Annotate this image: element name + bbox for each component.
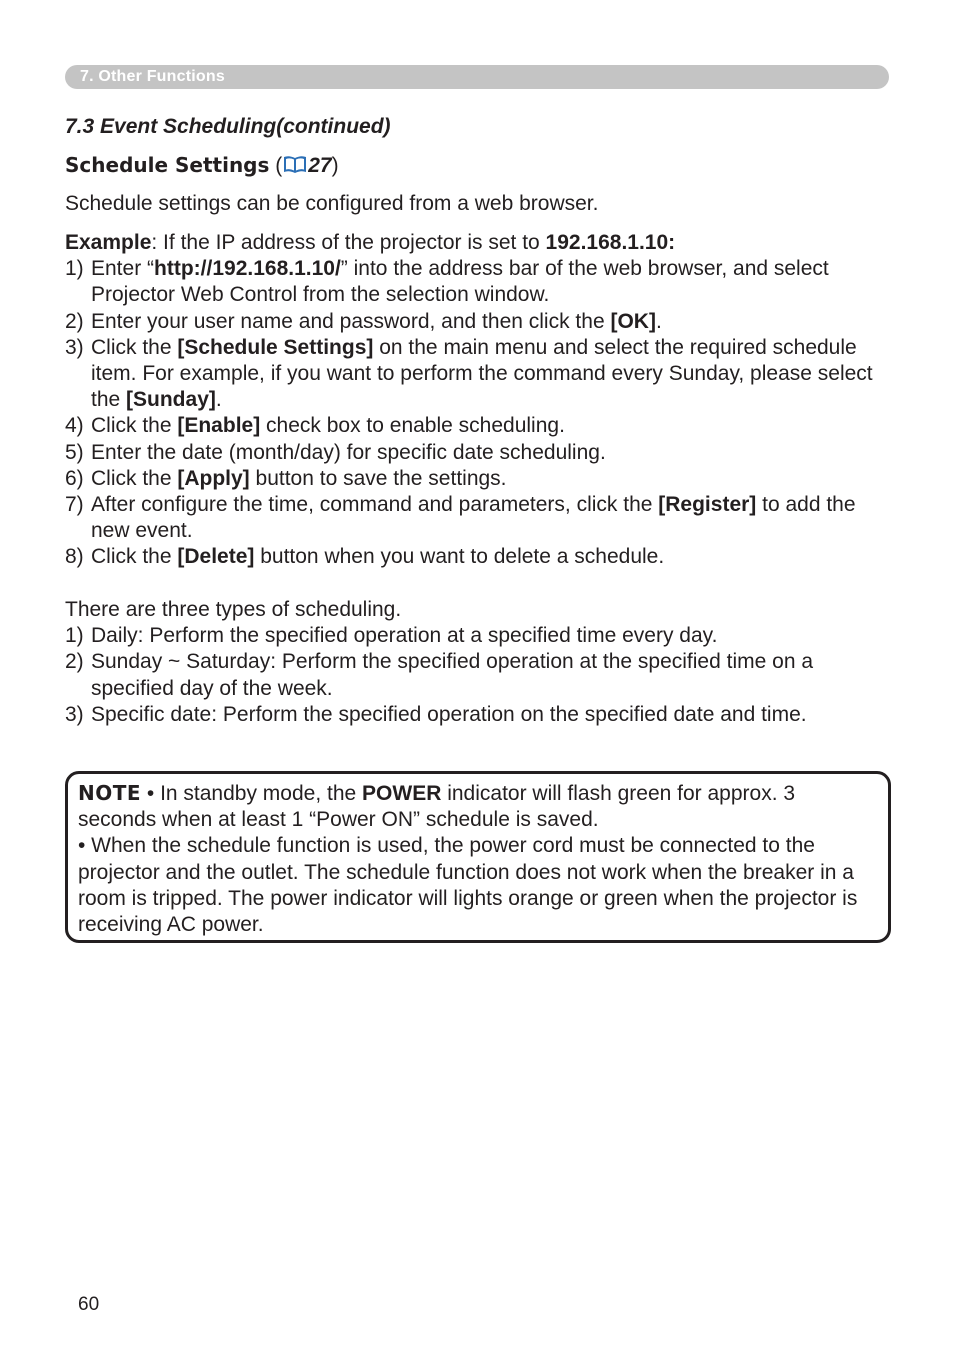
step-item: 7) After configure the time, command and parameters, click the [Register] to add the new event.: [65, 493, 856, 543]
step-item: 6) Click the [Apply] button to save the settings.: [65, 466, 507, 490]
page-number: 60: [78, 1294, 100, 1315]
note-tag: NOTE: [78, 781, 142, 805]
type-item: 1) Daily: Perform the specified operation at a specified time every day.: [65, 624, 718, 648]
intro-paragraph: Schedule settings can be configured from a web browser.: [65, 192, 599, 215]
step-item: 3) Click the [Schedule Settings] on the main menu and select the required schedule item. For example, if you want to perform the command every Sunday, please select the [Sunday].: [65, 335, 873, 412]
subheading-close: ): [331, 154, 339, 177]
section-title: 7.3 Event Scheduling(continued): [65, 115, 391, 138]
type-item: 3) Specific date: Perform the specified operation on the specified date and time.: [65, 702, 807, 726]
chapter-header-band: [65, 65, 889, 89]
step-item: 8) Click the [Delete] button when you want to delete a schedule.: [65, 545, 665, 569]
chapter-label: 7. Other Functions: [80, 68, 225, 85]
example-block: [65, 230, 895, 571]
step-item: 4) Click the [Enable] check box to enable scheduling.: [65, 414, 565, 438]
subheading-label: Schedule Settings: [65, 153, 270, 177]
example-ip: 192.168.1.10:: [545, 231, 676, 254]
step-item: 5) Enter the date (month/day) for specific date scheduling.: [65, 440, 606, 464]
example-text: : If the IP address of the projector is set to: [151, 231, 546, 254]
subheading-open: (: [269, 154, 283, 177]
example-label: Example: [65, 231, 152, 254]
step-item: 1) Enter “http://192.168.1.10/” into the address bar of the web browser, and select Projector Web Control from the selection window.: [65, 257, 829, 307]
step-item: 2) Enter your user name and password, and then click the [OK].: [65, 309, 662, 333]
note-line-1: NOTE • In standby mode, the POWER indicator will flash green for approx. 3 seconds when at least 1 “Power ON” schedule is saved.: [78, 781, 796, 832]
type-item: 2) Sunday ~ Saturday: Perform the specified operation at the specified time on a specified day of the week.: [65, 650, 814, 700]
power-label: POWER: [362, 782, 442, 805]
reference-page-link[interactable]: 27: [308, 154, 332, 177]
note-box: [65, 771, 891, 943]
book-icon: [282, 154, 308, 181]
subheading: [65, 153, 339, 181]
scheduling-types-block: [65, 597, 895, 728]
example-line: [65, 230, 895, 256]
note-line-2: • When the schedule function is used, the power cord must be connected to the projector and the outlet. The schedule function does not work when the breaker in a room is tripped. The power indicator will lights orange or green when the projector is receiving AC power.: [78, 834, 858, 937]
types-intro: There are three types of scheduling.: [65, 598, 402, 621]
